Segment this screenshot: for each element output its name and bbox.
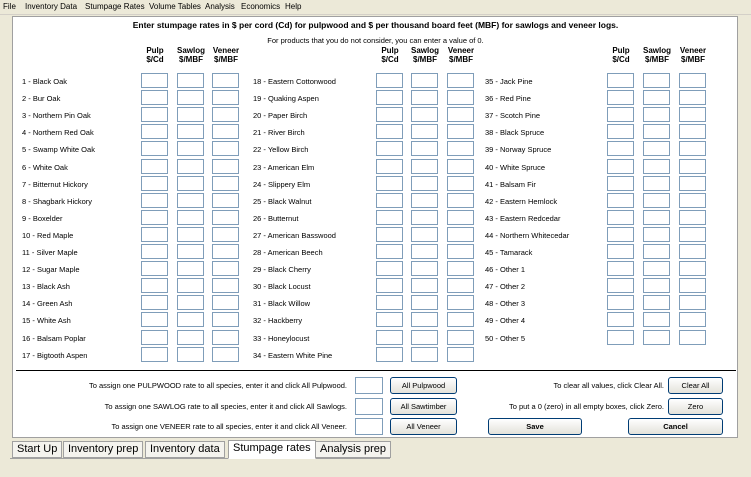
pulp-rate-input[interactable] xyxy=(607,295,634,310)
column-header-pulp xyxy=(601,46,641,64)
column-header-pulp-unit: $/Cd xyxy=(146,55,164,64)
veneer-rate-input[interactable] xyxy=(679,90,706,105)
page-subheading: For products that you do not consider, you can enter a value of 0. xyxy=(267,36,484,45)
veneer-rate-input[interactable] xyxy=(679,124,706,139)
all-pulpwood-input[interactable] xyxy=(355,377,383,394)
veneer-rate-input[interactable] xyxy=(447,159,474,174)
veneer-rate-input[interactable] xyxy=(212,73,239,88)
pulp-rate-input[interactable] xyxy=(141,159,168,174)
veneer-rate-input[interactable] xyxy=(212,193,239,208)
veneer-rate-input[interactable] xyxy=(212,244,239,259)
species-label: 29 - Black Cherry xyxy=(253,265,311,275)
sawlog-rate-input[interactable] xyxy=(643,107,670,122)
sawlog-rate-input[interactable] xyxy=(643,244,670,259)
veneer-rate-input[interactable] xyxy=(447,124,474,139)
species-label: 16 - Balsam Poplar xyxy=(22,333,86,343)
veneer-rate-input[interactable] xyxy=(679,295,706,310)
column-header-veneer-unit: $/MBF xyxy=(681,55,705,64)
sawlog-rate-input[interactable] xyxy=(411,244,438,259)
species-label: 23 - American Elm xyxy=(253,162,315,172)
column-header-sawlog xyxy=(405,46,445,64)
sawlog-rate-input[interactable] xyxy=(643,278,670,293)
pulp-rate-input[interactable] xyxy=(376,244,403,259)
pulp-rate-input[interactable] xyxy=(141,107,168,122)
column-header-veneer-name: Veneer xyxy=(447,46,475,55)
column-header-pulp-name: Pulp xyxy=(612,46,630,55)
sawlog-rate-input[interactable] xyxy=(411,107,438,122)
veneer-rate-input[interactable] xyxy=(212,278,239,293)
sawlog-rate-input[interactable] xyxy=(411,330,438,345)
pulp-rate-input[interactable] xyxy=(607,312,634,327)
column-header-sawlog-unit: $/MBF xyxy=(645,55,669,64)
sawlog-rate-input[interactable] xyxy=(411,278,438,293)
species-label: 5 - Swamp White Oak xyxy=(22,145,95,155)
veneer-rate-input[interactable] xyxy=(679,261,706,276)
tab-stumpage-rates[interactable]: Stumpage rates xyxy=(228,440,316,459)
species-label: 21 - River Birch xyxy=(253,128,305,138)
species-label: 7 - Bitternut Hickory xyxy=(22,179,88,189)
species-label: 31 - Black Willow xyxy=(253,299,311,309)
veneer-rate-input[interactable] xyxy=(679,141,706,156)
pulp-rate-input[interactable] xyxy=(141,210,168,225)
veneer-rate-input[interactable] xyxy=(447,227,474,242)
pulp-rate-input[interactable] xyxy=(376,73,403,88)
menu-economics[interactable]: Economics xyxy=(241,2,281,11)
pulp-rate-input[interactable] xyxy=(141,278,168,293)
separator-line xyxy=(16,370,736,371)
sawlog-instruction: To assign one SAWLOG rate to all species, enter it and click All Sawlogs. xyxy=(104,402,347,411)
pulp-rate-input[interactable] xyxy=(376,159,403,174)
species-label: 33 - Honeylocust xyxy=(253,333,310,343)
pulp-rate-input[interactable] xyxy=(141,227,168,242)
sawlog-rate-input[interactable] xyxy=(177,278,204,293)
veneer-rate-input[interactable] xyxy=(212,347,239,362)
pulp-rate-input[interactable] xyxy=(141,141,168,156)
veneer-rate-input[interactable] xyxy=(212,295,239,310)
sawlog-rate-input[interactable] xyxy=(411,124,438,139)
sawlog-rate-input[interactable] xyxy=(177,141,204,156)
veneer-rate-input[interactable] xyxy=(447,90,474,105)
veneer-rate-input[interactable] xyxy=(679,210,706,225)
species-label: 25 - Black Walnut xyxy=(253,196,312,206)
pulp-rate-input[interactable] xyxy=(376,124,403,139)
sawlog-rate-input[interactable] xyxy=(177,244,204,259)
species-label: 3 - Northern Pin Oak xyxy=(22,111,91,121)
species-label: 22 - Yellow Birch xyxy=(253,145,309,155)
pulp-rate-input[interactable] xyxy=(376,141,403,156)
veneer-rate-input[interactable] xyxy=(447,312,474,327)
species-label: 26 - Butternut xyxy=(253,213,299,223)
species-label: 24 - Slippery Elm xyxy=(253,179,311,189)
species-label: 43 - Eastern Redcedar xyxy=(485,213,561,223)
all-pulpwood-button[interactable]: All Pulpwood xyxy=(390,377,457,394)
column-header-pulp-unit: $/Cd xyxy=(612,55,630,64)
species-label: 37 - Scotch Pine xyxy=(485,111,541,121)
pulp-rate-input[interactable] xyxy=(141,312,168,327)
veneer-rate-input[interactable] xyxy=(447,295,474,310)
pulp-rate-input[interactable] xyxy=(607,227,634,242)
species-label: 15 - White Ash xyxy=(22,316,71,326)
pulp-rate-input[interactable] xyxy=(607,261,634,276)
pulp-rate-input[interactable] xyxy=(376,347,403,362)
sawlog-rate-input[interactable] xyxy=(411,312,438,327)
species-label: 13 - Black Ash xyxy=(22,282,70,292)
pulp-rate-input[interactable] xyxy=(141,124,168,139)
veneer-rate-input[interactable] xyxy=(447,261,474,276)
veneer-rate-input[interactable] xyxy=(447,107,474,122)
sawlog-rate-input[interactable] xyxy=(411,261,438,276)
pulp-rate-input[interactable] xyxy=(607,73,634,88)
column-header-veneer-unit: $/MBF xyxy=(449,55,473,64)
species-label: 42 - Eastern Hemlock xyxy=(485,196,558,206)
species-label: 19 - Quaking Aspen xyxy=(253,94,319,104)
tab-inventory-data[interactable]: Inventory data xyxy=(145,441,225,458)
page-heading: Enter stumpage rates in $ per cord (Cd) for pulpwood and $ per thousand board feet (MBF) for sawlogs and veneer logs. xyxy=(132,20,619,30)
pulp-rate-input[interactable] xyxy=(141,347,168,362)
pulp-rate-input[interactable] xyxy=(141,73,168,88)
cancel-button[interactable]: Cancel xyxy=(628,418,723,435)
sawlog-rate-input[interactable] xyxy=(643,261,670,276)
pulp-rate-input[interactable] xyxy=(376,278,403,293)
sawlog-rate-input[interactable] xyxy=(177,227,204,242)
menu-bar xyxy=(0,0,751,15)
tab-analysis-prep[interactable]: Analysis prep xyxy=(315,441,391,458)
sawlog-rate-input[interactable] xyxy=(643,312,670,327)
veneer-rate-input[interactable] xyxy=(212,330,239,345)
species-label: 4 - Northern Red Oak xyxy=(22,128,94,138)
zero-instruction: To put a 0 (zero) in all empty boxes, click Zero. xyxy=(508,402,664,411)
veneer-rate-input[interactable] xyxy=(447,330,474,345)
species-label: 45 - Tamarack xyxy=(485,248,533,257)
pulp-rate-input[interactable] xyxy=(607,159,634,174)
veneer-rate-input[interactable] xyxy=(447,347,474,362)
sawlog-rate-input[interactable] xyxy=(177,159,204,174)
pulp-rate-input[interactable] xyxy=(141,330,168,345)
veneer-rate-input[interactable] xyxy=(212,227,239,242)
column-header-pulp xyxy=(370,46,410,64)
veneer-rate-input[interactable] xyxy=(447,193,474,208)
species-label: 38 - Black Spruce xyxy=(485,128,545,138)
sawlog-rate-input[interactable] xyxy=(411,295,438,310)
sawlog-rate-input[interactable] xyxy=(643,73,670,88)
tab-inventory-prep[interactable]: Inventory prep xyxy=(63,441,143,458)
all-sawlog-input[interactable] xyxy=(355,398,383,415)
sawlog-rate-input[interactable] xyxy=(411,210,438,225)
column-header-pulp xyxy=(135,46,175,64)
sawlog-rate-input[interactable] xyxy=(643,176,670,191)
pulp-rate-input[interactable] xyxy=(607,244,634,259)
column-header-veneer xyxy=(441,46,481,64)
pulp-rate-input[interactable] xyxy=(376,261,403,276)
species-label: 40 - White Spruce xyxy=(485,162,546,172)
veneer-rate-input[interactable] xyxy=(679,176,706,191)
all-veneer-input[interactable] xyxy=(355,418,383,435)
veneer-rate-input[interactable] xyxy=(447,141,474,156)
pulp-rate-input[interactable] xyxy=(376,312,403,327)
sawlog-rate-input[interactable] xyxy=(643,210,670,225)
species-label: 28 - American Beech xyxy=(253,248,323,257)
column-header-sawlog-unit: $/MBF xyxy=(413,55,437,64)
pulp-rate-input[interactable] xyxy=(376,176,403,191)
sawlog-rate-input[interactable] xyxy=(643,90,670,105)
column-header-veneer-name: Veneer xyxy=(679,46,707,55)
species-label: 39 - Norway Spruce xyxy=(485,145,552,155)
veneer-rate-input[interactable] xyxy=(447,176,474,191)
menu-stumpage-rates[interactable]: Stumpage Rates xyxy=(85,2,145,11)
species-label: 11 - Silver Maple xyxy=(22,248,78,257)
clear-all-button[interactable]: Clear All xyxy=(668,377,723,394)
pulp-rate-input[interactable] xyxy=(607,90,634,105)
species-label: 50 - Other 5 xyxy=(485,333,526,343)
veneer-rate-input[interactable] xyxy=(447,244,474,259)
sawlog-rate-input[interactable] xyxy=(643,159,670,174)
pulp-rate-input[interactable] xyxy=(607,330,634,345)
sawlog-rate-input[interactable] xyxy=(411,347,438,362)
column-header-sawlog-name: Sawlog xyxy=(410,46,439,55)
tab-start-up[interactable]: Start Up xyxy=(12,441,62,458)
column-header-sawlog-unit: $/MBF xyxy=(179,55,203,64)
menu-file[interactable]: File xyxy=(3,2,16,11)
species-label: 30 - Black Locust xyxy=(253,282,311,292)
sawlog-rate-input[interactable] xyxy=(411,73,438,88)
sawlog-rate-input[interactable] xyxy=(177,261,204,276)
sawlog-rate-input[interactable] xyxy=(643,124,670,139)
pulp-rate-input[interactable] xyxy=(607,141,634,156)
species-label: 6 - White Oak xyxy=(22,162,68,172)
menu-analysis[interactable]: Analysis xyxy=(205,2,235,11)
pulp-rate-input[interactable] xyxy=(141,90,168,105)
veneer-rate-input[interactable] xyxy=(679,330,706,345)
pulp-rate-input[interactable] xyxy=(376,210,403,225)
veneer-rate-input[interactable] xyxy=(447,73,474,88)
species-label: 35 - Jack Pine xyxy=(485,77,533,86)
veneer-rate-input[interactable] xyxy=(212,90,239,105)
column-header-sawlog-name: Sawlog xyxy=(176,46,205,55)
species-label: 48 - Other 3 xyxy=(485,299,526,309)
all-sawtimber-button[interactable]: All Sawtimber xyxy=(390,398,457,415)
species-label: 8 - Shagbark Hickory xyxy=(22,196,93,206)
sawlog-rate-input[interactable] xyxy=(177,330,204,345)
veneer-rate-input[interactable] xyxy=(679,193,706,208)
pulp-rate-input[interactable] xyxy=(141,193,168,208)
sawlog-rate-input[interactable] xyxy=(411,159,438,174)
sawlog-rate-input[interactable] xyxy=(177,90,204,105)
pulp-rate-input[interactable] xyxy=(607,176,634,191)
veneer-rate-input[interactable] xyxy=(212,141,239,156)
pulp-rate-input[interactable] xyxy=(141,261,168,276)
pulp-rate-input[interactable] xyxy=(376,295,403,310)
column-header-sawlog xyxy=(637,46,677,64)
menu-help[interactable]: Help xyxy=(285,2,302,11)
zero-button[interactable]: Zero xyxy=(668,398,723,415)
pulpwood-instruction: To assign one PULPWOOD rate to all species, enter it and click All Pulpwood. xyxy=(88,381,347,390)
sawlog-rate-input[interactable] xyxy=(177,295,204,310)
pulp-rate-input[interactable] xyxy=(607,124,634,139)
sawlog-rate-input[interactable] xyxy=(177,73,204,88)
species-label: 44 - Northern Whitecedar xyxy=(485,230,570,240)
sawlog-rate-input[interactable] xyxy=(643,193,670,208)
veneer-rate-input[interactable] xyxy=(679,312,706,327)
pulp-rate-input[interactable] xyxy=(376,107,403,122)
column-header-veneer xyxy=(206,46,246,64)
sawlog-rate-input[interactable] xyxy=(177,347,204,362)
pulp-rate-input[interactable] xyxy=(607,210,634,225)
veneer-rate-input[interactable] xyxy=(447,210,474,225)
sawlog-rate-input[interactable] xyxy=(177,107,204,122)
species-label: 20 - Paper Birch xyxy=(253,111,308,121)
pulp-rate-input[interactable] xyxy=(376,227,403,242)
veneer-rate-input[interactable] xyxy=(679,107,706,122)
pulp-rate-input[interactable] xyxy=(376,193,403,208)
species-label: 41 - Balsam Fir xyxy=(485,179,536,189)
veneer-rate-input[interactable] xyxy=(212,210,239,225)
veneer-rate-input[interactable] xyxy=(212,159,239,174)
sawlog-rate-input[interactable] xyxy=(411,193,438,208)
sawlog-rate-input[interactable] xyxy=(643,141,670,156)
clear-instruction: To clear all values, click Clear All. xyxy=(553,381,664,390)
veneer-rate-input[interactable] xyxy=(212,107,239,122)
sawlog-rate-input[interactable] xyxy=(177,193,204,208)
column-header-pulp-name: Pulp xyxy=(146,46,164,55)
veneer-rate-input[interactable] xyxy=(212,176,239,191)
species-label: 9 - Boxelder xyxy=(22,213,63,223)
sawlog-rate-input[interactable] xyxy=(411,141,438,156)
veneer-rate-input[interactable] xyxy=(447,278,474,293)
pulp-rate-input[interactable] xyxy=(141,295,168,310)
species-label: 1 - Black Oak xyxy=(22,77,68,86)
tab-strip-line xyxy=(10,458,390,459)
species-label: 17 - Bigtooth Aspen xyxy=(22,350,88,360)
sawlog-rate-input[interactable] xyxy=(177,176,204,191)
sawlog-rate-input[interactable] xyxy=(177,312,204,327)
pulp-rate-input[interactable] xyxy=(141,176,168,191)
sawlog-rate-input[interactable] xyxy=(411,227,438,242)
column-header-sawlog-name: Sawlog xyxy=(642,46,671,55)
species-label: 32 - Hackberry xyxy=(253,316,303,326)
species-label: 10 - Red Maple xyxy=(22,230,74,240)
sawlog-rate-input[interactable] xyxy=(643,227,670,242)
veneer-instruction: To assign one VENEER rate to all species, enter it and click All Veneer. xyxy=(111,422,347,431)
column-header-veneer-unit: $/MBF xyxy=(214,55,238,64)
column-header-veneer xyxy=(673,46,713,64)
pulp-rate-input[interactable] xyxy=(607,193,634,208)
sawlog-rate-input[interactable] xyxy=(643,330,670,345)
species-label: 36 - Red Pine xyxy=(485,94,531,104)
veneer-rate-input[interactable] xyxy=(212,312,239,327)
species-label: 27 - American Basswood xyxy=(253,230,336,240)
pulp-rate-input[interactable] xyxy=(607,107,634,122)
species-label: 18 - Eastern Cottonwood xyxy=(253,77,336,86)
veneer-rate-input[interactable] xyxy=(212,261,239,276)
sawlog-rate-input[interactable] xyxy=(177,124,204,139)
menu-volume-tables[interactable]: Volume Tables xyxy=(149,2,201,11)
species-label: 2 - Bur Oak xyxy=(22,94,61,104)
veneer-rate-input[interactable] xyxy=(679,73,706,88)
veneer-rate-input[interactable] xyxy=(679,278,706,293)
column-header-sawlog xyxy=(171,46,211,64)
species-label: 46 - Other 1 xyxy=(485,265,526,275)
species-label: 12 - Sugar Maple xyxy=(22,265,80,275)
pulp-rate-input[interactable] xyxy=(376,90,403,105)
sawlog-rate-input[interactable] xyxy=(411,90,438,105)
sawlog-rate-input[interactable] xyxy=(411,176,438,191)
pulp-rate-input[interactable] xyxy=(607,278,634,293)
species-label: 47 - Other 2 xyxy=(485,282,526,292)
species-label: 34 - Eastern White Pine xyxy=(253,350,333,360)
column-header-pulp-name: Pulp xyxy=(381,46,399,55)
pulp-rate-input[interactable] xyxy=(376,330,403,345)
species-label: 14 - Green Ash xyxy=(22,299,73,309)
pulp-rate-input[interactable] xyxy=(141,244,168,259)
veneer-rate-input[interactable] xyxy=(679,244,706,259)
veneer-rate-input[interactable] xyxy=(679,159,706,174)
column-header-pulp-unit: $/Cd xyxy=(381,55,399,64)
sawlog-rate-input[interactable] xyxy=(643,295,670,310)
veneer-rate-input[interactable] xyxy=(679,227,706,242)
species-label: 49 - Other 4 xyxy=(485,316,526,326)
sawlog-rate-input[interactable] xyxy=(177,210,204,225)
save-button[interactable]: Save xyxy=(488,418,582,435)
menu-inventory-data[interactable]: Inventory Data xyxy=(25,2,78,11)
all-veneer-button[interactable]: All Veneer xyxy=(390,418,457,435)
veneer-rate-input[interactable] xyxy=(212,124,239,139)
column-header-veneer-name: Veneer xyxy=(212,46,240,55)
